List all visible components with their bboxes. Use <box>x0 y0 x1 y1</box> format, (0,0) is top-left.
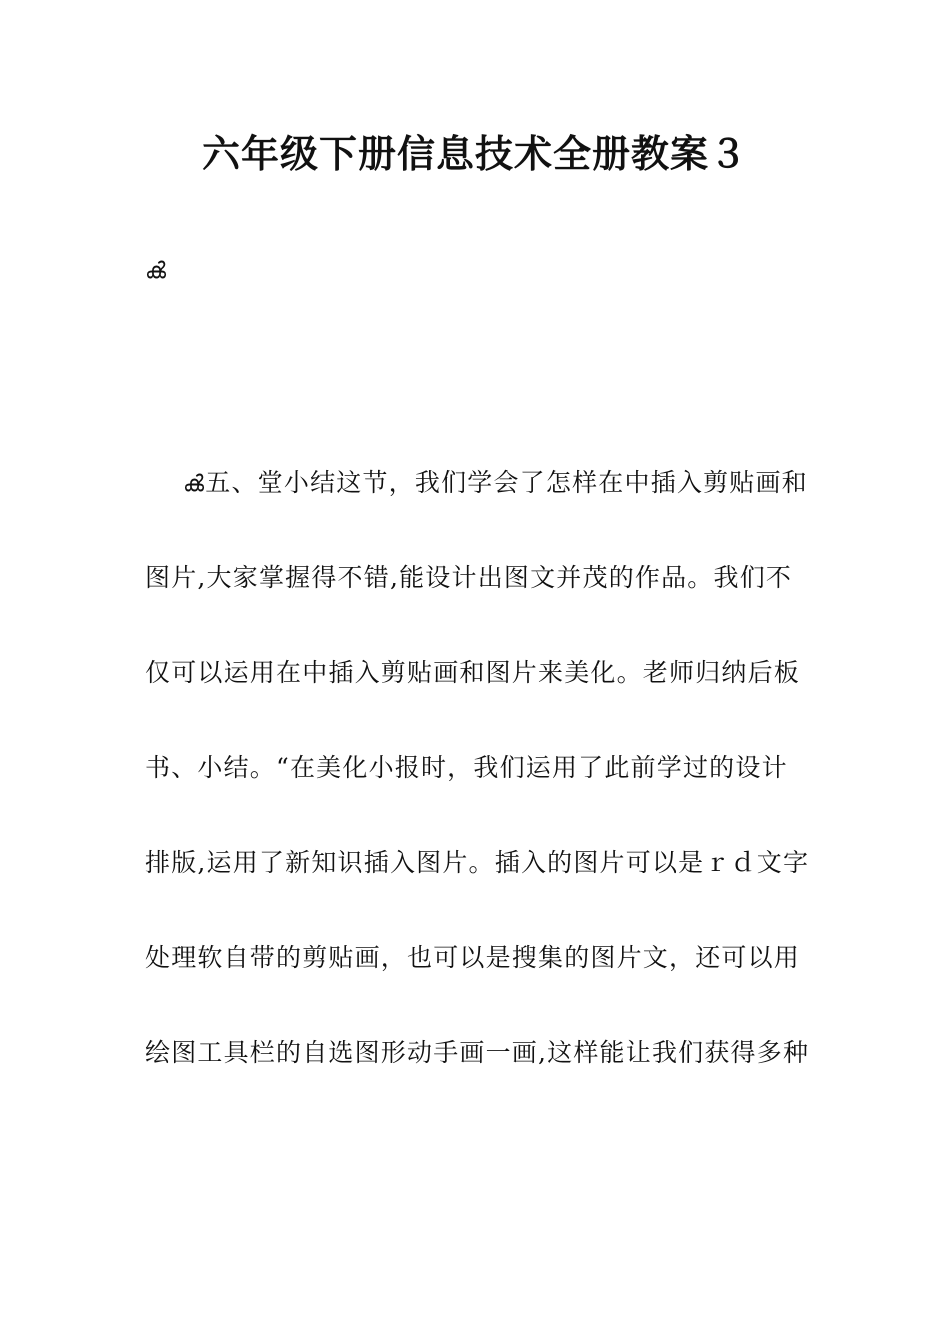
paragraph-line-text: 五、堂小结这节，我们学会了怎样在中插入剪贴画和 <box>205 468 808 497</box>
paragraph-line-2: 图片,大家掌握得不错,能设计出图文并茂的作品。我们不 <box>145 563 793 592</box>
paragraph-line-6: 处理软自带的剪贴画，也可以是搜集的图片文，还可以用 <box>145 943 801 972</box>
paragraph-line-3: 仅可以运用在中插入剪贴画和图片来美化。老师归纳后板 <box>145 658 801 687</box>
paragraph-line-4: 书、小结。“在美化小报时，我们运用了此前学过的设计 <box>145 753 788 782</box>
paragraph-line-5: 排版,运用了新知识插入图片。插入的图片可以是ｒｄ文字 <box>145 848 810 877</box>
document-title: 六年级下册信息技术全册教案３ <box>201 131 748 176</box>
decorative-mark: ൿ <box>145 259 167 284</box>
paragraph-line-1 <box>145 458 810 553</box>
paragraph-line-7: 绘图工具栏的自选图形动手画一画,这样能让我们获得多种 <box>145 1038 810 1067</box>
document-paragraph <box>145 458 810 1123</box>
decorative-mark-inline: ൿ <box>183 472 206 497</box>
